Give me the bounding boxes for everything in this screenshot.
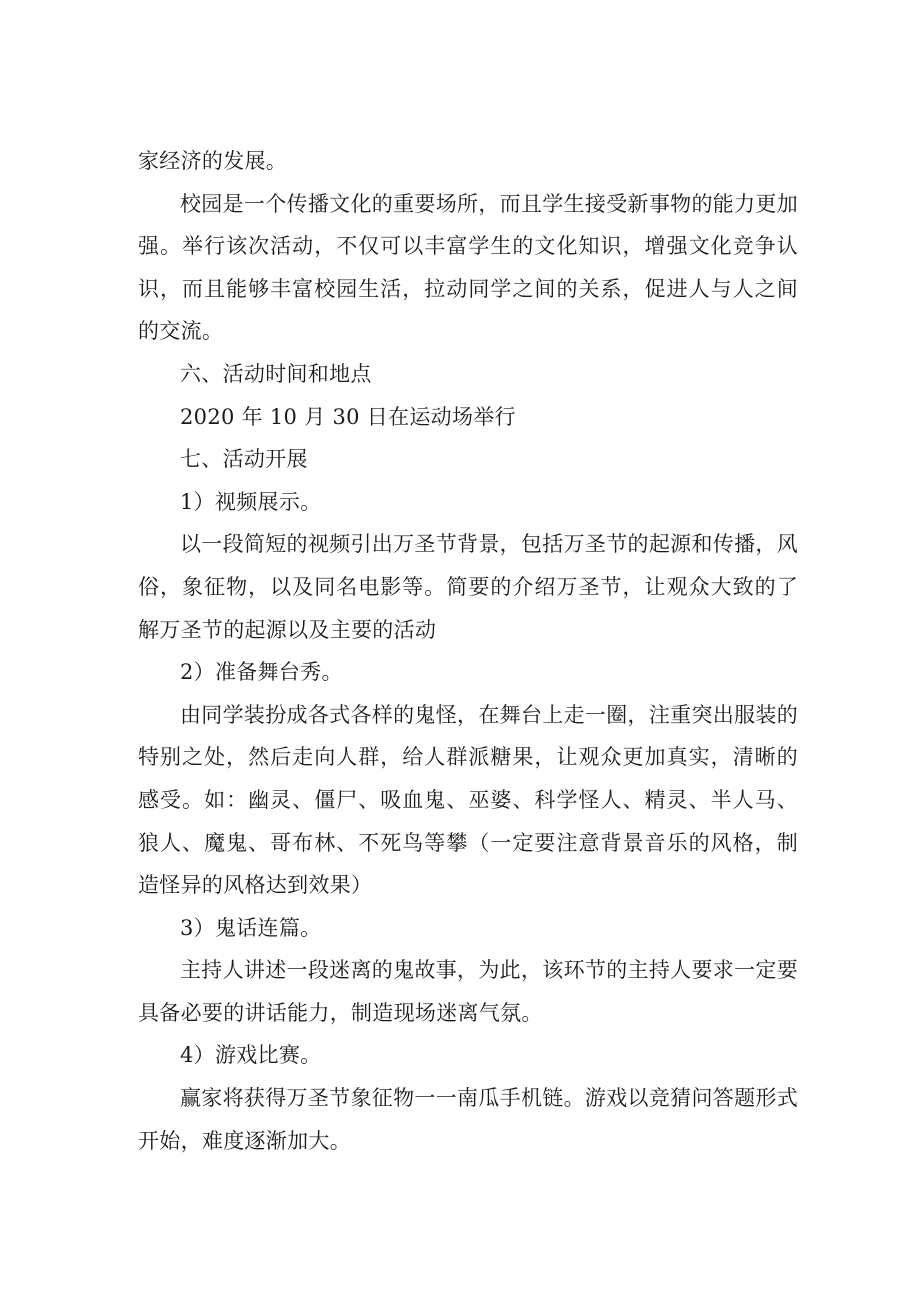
section-heading-activities: 七、活动开展 (180, 447, 308, 472)
activity-heading-stage-show: 2）准备舞台秀。 (180, 660, 343, 685)
paragraph-continuation: 家经济的发展。 (138, 149, 288, 173)
activity-heading-video: 1）视频展示。 (180, 489, 322, 514)
paragraph-video: 以一段简短的视频引出万圣节背景，包括万圣节的起源和传播，风俗，象征物，以及同名电影等。简要的介绍万圣节，让观众大致的了解万圣节的起源以及主要的活动 (138, 532, 798, 642)
section-heading-time-place: 六、活动时间和地点 (180, 361, 372, 386)
paragraph-campus-culture: 校园是一个传播文化的重要场所，而且学生接受新事物的能力更加强。举行该次活动，不仅可以丰富学生的文化知识，增强文化竞争认识，而且能够丰富校园生活，拉动同学之间的关系，促进人与人之间的交流。 (138, 191, 798, 344)
event-date-location: 2020 年 10 月 30 日在运动场举行 (180, 404, 516, 429)
activity-heading-ghost-stories: 3）鬼话连篇。 (180, 915, 322, 940)
paragraph-ghost-stories: 主持人讲述一段迷离的鬼故事，为此，该环节的主持人要求一定要具备必要的讲话能力，制造现场迷离气氛。 (138, 958, 798, 1025)
body-text (138, 140, 798, 1162)
activity-heading-games: 4）游戏比赛。 (180, 1043, 322, 1068)
paragraph-games: 赢家将获得万圣节象征物一一南瓜手机链。游戏以竞猜问答题形式开始，难度逐渐加大。 (138, 1086, 798, 1153)
paragraph-stage-show: 由同学装扮成各式各样的鬼怪，在舞台上走一圈，注重突出服装的特别之处，然后走向人群，给人群派糖果，让观众更加真实，清晰的感受。如：幽灵、僵尸、吸血鬼、巫婆、科学怪人、精灵、半人马、狼人、魔鬼、哥布林、不死鸟等攀（一定要注意背景音乐的风格，制造怪异的风格达到效果） (138, 702, 798, 898)
